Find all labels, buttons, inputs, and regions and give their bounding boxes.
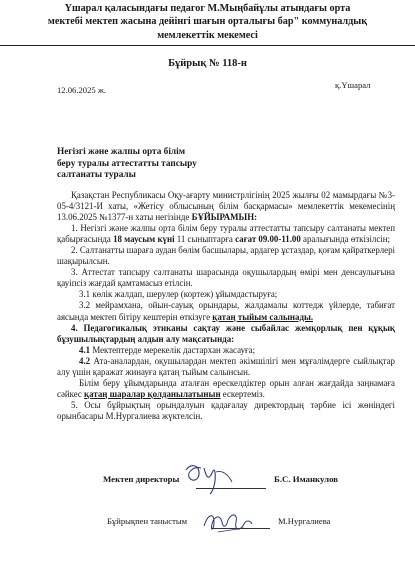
acknowledgment-signature xyxy=(200,506,256,538)
institution-header xyxy=(0,2,415,42)
p41-number: 4.1 xyxy=(79,344,91,355)
order-body xyxy=(57,190,395,422)
p32-prohibition: қатаң тыйым салынады. xyxy=(212,311,314,322)
acknowledgment-sign-line xyxy=(212,528,270,529)
header-line-2: мектебі мектеп жасына дейінгі шағын орталығы бар" коммуналдық xyxy=(47,16,368,28)
director-name: Б.С. Иманкулов xyxy=(274,474,338,484)
warning-measures: қатаң шаралар қолданылатынын xyxy=(84,388,221,399)
order-subject xyxy=(57,147,297,182)
order-number: Бұйрық № 118-н xyxy=(168,58,247,69)
order-keyword: БҰЙЫРАМЫН: xyxy=(191,212,258,223)
paragraph-3-1: 3.1 көлік жалдап, шерулер (кортеж) ұйымдастыруға; xyxy=(79,289,278,300)
header-line-1: Үшарал қаласындағы педагог М.Мыңбайұлы атындағы орта xyxy=(64,3,351,14)
p41-text: Мектептерде мерекелік дастархан жасауға; xyxy=(90,344,256,355)
paragraph-5: 5. Осы бұйрықтың орындалуын қадағалау директордың тәрбие ісі жөніндегі орынбасары М.Нургалиева жүктелсін. xyxy=(57,399,395,421)
paragraph-warning xyxy=(57,378,395,400)
paragraph-2: 2. Салтанатты шараға аудан бөлім басшылары, ардагер ұстаздар, қоғам қайраткерлері шақырылсын. xyxy=(57,245,395,267)
ceremony-time: сағат 09.00-11.00 xyxy=(235,234,301,245)
p1-text-a: 1. Негізгі және жалпы орта білім беру туралы аттестатты тапсыру салтанаты мектеп қабырғасында xyxy=(57,223,395,245)
basis-text: Қазақстан Республикасы Оқу-ағарту министрлігінің 2025 жылғы 02 мамырдағы №3-05-4/3121-И хаты, «Жетісу облысының білім басқармасы» мемлекеттік мекемесінің 13.06.2025 №1377-н хаты негізінде xyxy=(57,190,395,223)
director-title: Мектеп директоры xyxy=(103,474,180,484)
p1-text-c: аралығында өткізілсін; xyxy=(300,234,390,245)
paragraph-4-1 xyxy=(57,345,395,356)
paragraph-basis xyxy=(57,190,395,223)
paragraph-3-2 xyxy=(57,300,395,322)
subject-line-3: салтанаты туралы xyxy=(57,170,136,181)
paragraph-3: 3. Аттестат тапсыру салтанаты шарасында оқушылардың өмірі мен денсаулығына қауіпсіз жағдай қамтамасыз етілсін. xyxy=(57,267,395,289)
director-signature xyxy=(180,458,240,498)
paragraph-4-2 xyxy=(57,356,395,378)
order-place: қ.Үшарал xyxy=(335,80,371,90)
subject-line-1: Негізгі және жалпы орта білім xyxy=(57,147,186,157)
header-line-3: мемлекеттік мекемесі xyxy=(157,29,258,41)
paragraph-4: 4. Педагогикалық этиканы сақтау және сыбайлас жемқорлық пен құқық бұзушылықтардың алдын алу мақсатында: xyxy=(57,322,395,344)
subject-line-2: беру туралы аттестатты тапсыру xyxy=(57,158,197,169)
acknowledgment-label: Бұйрықпен таныстым xyxy=(107,516,188,526)
warning-text-a: Білім беру ұйымдарында аталған өрескелдіктер орын алған жағдайда заңнамаға сәйкес xyxy=(57,377,395,399)
p1-text-b: 11 сыныптарға xyxy=(174,234,236,245)
p42-number: 4.2 xyxy=(79,355,91,366)
header-divider xyxy=(0,45,415,46)
ceremony-date: 18 маусым күні xyxy=(113,234,175,245)
warning-text-b: ескертеміз. xyxy=(220,388,265,399)
p42-text: Ата-аналардан, оқушылардан мектеп әкімшілігі мен мұғалімдерге сыйлықтар алу үшін қаражат жинауға қатаң тыйым салынсын. xyxy=(57,355,395,377)
p32-text: 3.2 мейрамхана, ойын-сауық орындары, жалдамалы коттедж үйлерде, табиғат аясында мектеп бітіру кештерін өткізуге xyxy=(57,300,395,322)
paragraph-1 xyxy=(57,223,395,245)
order-date: 12.06.2025 ж. xyxy=(57,85,106,95)
director-sign-line xyxy=(196,488,266,489)
acknowledgment-name: М.Нургалиева xyxy=(278,516,331,526)
